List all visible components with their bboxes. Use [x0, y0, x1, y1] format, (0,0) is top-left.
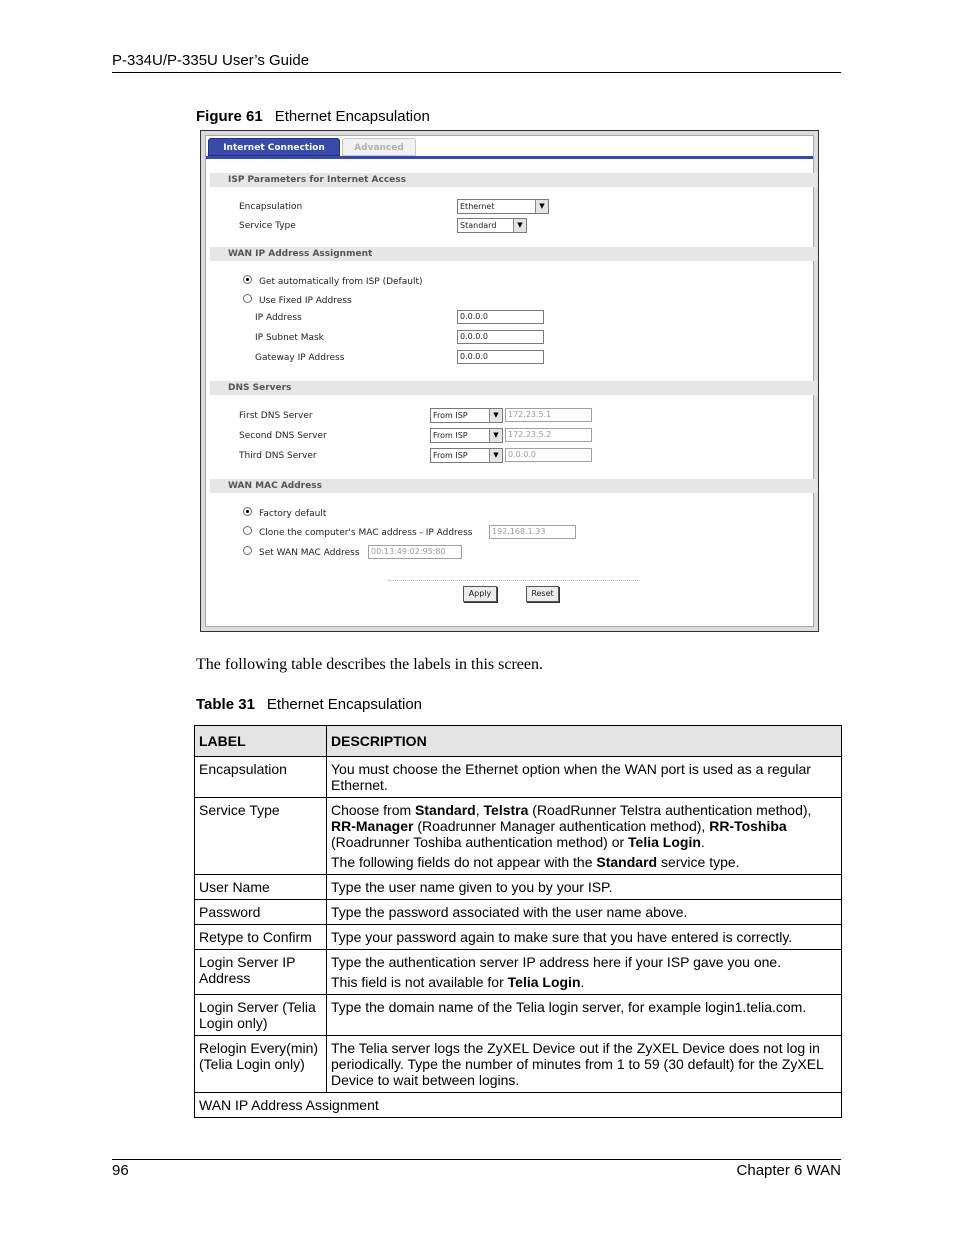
encapsulation-label: Encapsulation: [239, 202, 303, 212]
header-rule: [112, 72, 841, 73]
first-dns-input[interactable]: 172.23.5.1: [505, 408, 592, 422]
isp-parameters-section: ISP Parameters for Internet Access: [210, 173, 817, 187]
row-description: [327, 798, 842, 875]
row-label: User Name: [195, 875, 327, 900]
running-header: P-334U/P-335U User’s Guide: [112, 52, 310, 69]
first-dns-mode: From ISP: [433, 411, 468, 420]
clone-mac-label: Clone the computer's MAC address - IP Address: [259, 528, 473, 538]
tab-internet-connection[interactable]: Internet Connection: [208, 138, 340, 156]
description-column-header: DESCRIPTION: [327, 726, 842, 757]
table-row: [195, 995, 842, 1036]
ethernet-encapsulation-screenshot: [200, 130, 819, 632]
chevron-down-icon: ▼: [489, 409, 502, 422]
row-label: Service Type: [195, 798, 327, 875]
desc-paragraph: Choose from Standard, Telstra (RoadRunner Telstra authentication method), RR-Manager (Roadrunner Manager authentication method), RR-Toshiba (Roadrunner Toshiba authentication method) or Telia Login.: [331, 802, 812, 850]
table-row: [195, 925, 842, 950]
table-row: [195, 950, 842, 995]
desc-paragraph: This field is not available for Telia Login.: [331, 974, 585, 990]
table-row: [195, 875, 842, 900]
factory-default-radio[interactable]: [243, 507, 252, 516]
table-row: [195, 798, 842, 875]
clone-ip-input[interactable]: 192.168.1.33: [489, 525, 576, 539]
table-row: [195, 1093, 842, 1118]
second-dns-mode: From ISP: [433, 431, 468, 440]
table-row: [195, 1036, 842, 1093]
table-row: [195, 757, 842, 798]
wan-ip-section: WAN IP Address Assignment: [210, 247, 817, 261]
figure-caption: [196, 108, 430, 125]
intro-text: The following table describes the labels in this screen.: [196, 656, 544, 673]
encapsulation-select[interactable]: [457, 199, 549, 214]
row-description: Type the user name given to you by your ISP.: [327, 875, 842, 900]
table-label: Table 31: [196, 696, 255, 713]
gateway-label: Gateway IP Address: [255, 353, 345, 363]
table-header-row: [195, 726, 842, 757]
table-title: Ethernet Encapsulation: [266, 696, 423, 713]
figure-title: Ethernet Encapsulation: [274, 108, 430, 125]
ip-address-label: IP Address: [255, 313, 302, 323]
subnet-mask-input[interactable]: 0.0.0.0: [457, 330, 544, 344]
ip-address-input[interactable]: 0.0.0.0: [457, 310, 544, 324]
service-type-value: Standard: [460, 221, 497, 230]
second-dns-input[interactable]: 172.23.5.2: [505, 428, 592, 442]
chevron-down-icon: ▼: [513, 219, 526, 232]
labels-table: [194, 725, 842, 1118]
clone-mac-radio[interactable]: [243, 526, 252, 535]
second-dns-label: Second DNS Server: [239, 431, 327, 441]
gateway-input[interactable]: 0.0.0.0: [457, 350, 544, 364]
row-label: Password: [195, 900, 327, 925]
set-mac-radio[interactable]: [243, 546, 252, 555]
encapsulation-value: Ethernet: [460, 202, 495, 211]
row-label: Login Server IP Address: [195, 950, 327, 995]
table-caption: [196, 696, 422, 713]
use-fixed-ip-radio[interactable]: [243, 294, 252, 303]
row-label: Login Server (Telia Login only): [195, 995, 327, 1036]
tab-advanced[interactable]: Advanced: [342, 138, 416, 156]
config-panel: [205, 135, 814, 627]
get-auto-radio[interactable]: [243, 275, 252, 284]
first-dns-label: First DNS Server: [239, 411, 313, 421]
chapter-title: Chapter 6 WAN: [736, 1162, 841, 1179]
service-type-label: Service Type: [239, 221, 296, 231]
first-dns-mode-select[interactable]: [430, 408, 503, 423]
row-description: Type your password again to make sure that you have entered is correctly.: [327, 925, 842, 950]
desc-paragraph: The following fields do not appear with the Standard service type.: [331, 854, 740, 870]
set-mac-input[interactable]: 00:13:49:02:95:80: [368, 545, 462, 559]
third-dns-mode: From ISP: [433, 451, 468, 460]
row-label: Retype to Confirm: [195, 925, 327, 950]
chevron-down-icon: ▼: [489, 449, 502, 462]
row-label: Encapsulation: [195, 757, 327, 798]
service-type-select[interactable]: [457, 218, 527, 233]
second-dns-mode-select[interactable]: [430, 428, 503, 443]
row-label: Relogin Every(min) (Telia Login only): [195, 1036, 327, 1093]
divider: [388, 580, 640, 581]
figure-label: Figure 61: [196, 108, 263, 125]
footer-rule: [112, 1159, 841, 1160]
chevron-down-icon: ▼: [489, 429, 502, 442]
third-dns-mode-select[interactable]: [430, 448, 503, 463]
use-fixed-ip-label: Use Fixed IP Address: [259, 296, 352, 306]
row-description: [327, 950, 842, 995]
third-dns-input[interactable]: 0.0.0.0: [505, 448, 592, 462]
chevron-down-icon: ▼: [535, 200, 548, 213]
row-description: You must choose the Ethernet option when the WAN port is used as a regular Ethernet.: [327, 757, 842, 798]
table-row: [195, 900, 842, 925]
third-dns-label: Third DNS Server: [239, 451, 317, 461]
tab-underline: [206, 156, 813, 159]
get-auto-label: Get automatically from ISP (Default): [259, 277, 423, 287]
wan-mac-section: WAN MAC Address: [210, 479, 817, 493]
section-row: WAN IP Address Assignment: [195, 1093, 842, 1118]
factory-default-label: Factory default: [259, 509, 327, 519]
row-description: Type the domain name of the Telia login server, for example login1.telia.com.: [327, 995, 842, 1036]
row-description: The Telia server logs the ZyXEL Device out if the ZyXEL Device does not log in periodically. Type the number of minutes from 1 to 59 (30 default) for the ZyXEL Device to wait between logins.: [327, 1036, 842, 1093]
label-column-header: LABEL: [195, 726, 327, 757]
dns-section: DNS Servers: [210, 381, 817, 395]
row-description: Type the password associated with the user name above.: [327, 900, 842, 925]
subnet-mask-label: IP Subnet Mask: [255, 333, 324, 343]
desc-paragraph: Type the authentication server IP address here if your ISP gave you one.: [331, 954, 782, 970]
apply-button[interactable]: Apply: [463, 586, 497, 602]
reset-button[interactable]: Reset: [526, 586, 559, 602]
set-mac-label: Set WAN MAC Address: [259, 548, 360, 558]
page-number: 96: [112, 1162, 129, 1179]
